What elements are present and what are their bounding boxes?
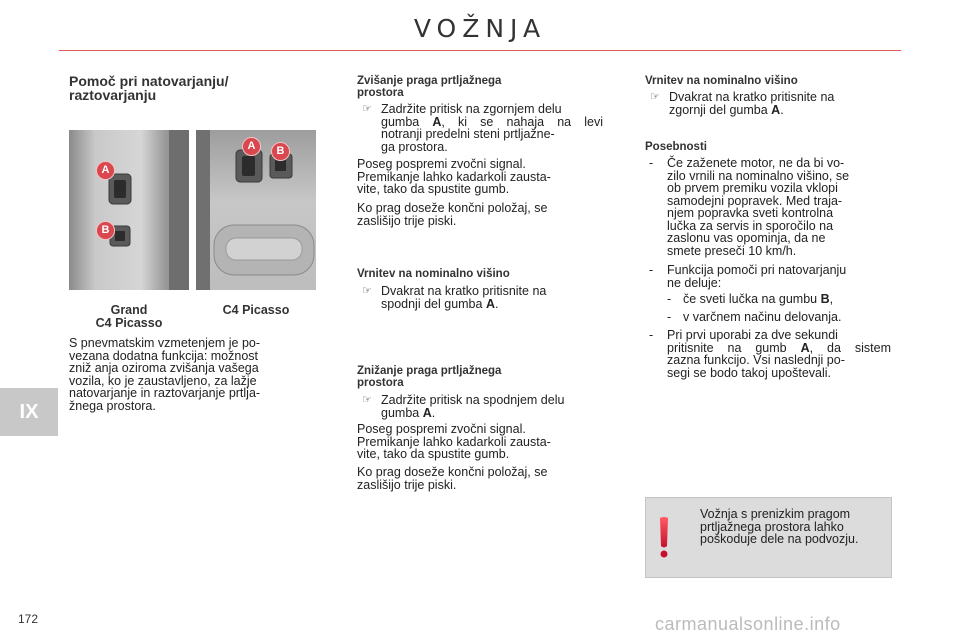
- text-line: Zadržite pritisk na spodnjem delu: [381, 393, 565, 407]
- chapter-tab: [0, 388, 58, 436]
- text-line: smete preseči 10 km/h.: [667, 243, 797, 258]
- text-span: pritisnite na gumb: [667, 340, 787, 355]
- button-b-label: B: [271, 142, 290, 161]
- text-line: Vožnja s prenizkim pragom: [700, 507, 851, 521]
- nominal-bullet-col3: [650, 90, 891, 117]
- dash-marker: -: [667, 292, 672, 306]
- text-line: žnega prostora.: [69, 398, 156, 413]
- text-line: Če zaženete motor, ne da bi vo-: [667, 156, 845, 170]
- raise-paragraph-2: [357, 202, 603, 227]
- nominal-bullet-col2: [362, 284, 603, 311]
- text-span: ,: [829, 292, 834, 306]
- text-line: vezana dodatna funkcija: možnost: [69, 348, 259, 363]
- caption-grand-c4-picasso: [69, 304, 189, 330]
- warning-exclamation-icon: [648, 516, 688, 558]
- text-line: Ko prag doseže končni položaj, se: [357, 465, 548, 479]
- text-line: njem popravka sveti kontrolna: [667, 206, 834, 220]
- text-line: notranji predelni steni prtljažne-: [381, 127, 555, 141]
- text-line: poškoduje dele na podvozju.: [700, 532, 859, 546]
- lower-bullet: [362, 393, 603, 420]
- text-line: natovarjanje in raztovarjanje prtlja-: [69, 386, 261, 400]
- button-ref: B: [820, 292, 830, 306]
- button-a-label: A: [242, 137, 261, 156]
- dash-marker: -: [667, 310, 672, 324]
- text-line: zaslišijo trije piski.: [357, 477, 457, 492]
- text-line: Pri prvi uporabi za dve sekundi: [667, 328, 838, 342]
- pointing-hand-icon: ☞: [362, 285, 372, 297]
- text-span: , ki se nahaja na levi: [441, 114, 603, 129]
- text-line: zniž anja oziroma zvišanja vašega: [69, 361, 259, 375]
- lower-paragraph-1: [357, 423, 603, 461]
- text-span: .: [431, 405, 436, 420]
- text-line: zaslonu vas opominja, da ne: [667, 231, 826, 245]
- text-line: vite, tako da spustite gumb.: [357, 182, 510, 196]
- text-line: ob prvem premiku vozila vklopi: [667, 181, 838, 195]
- text-line: segi se bodo takoj upoštevali.: [667, 365, 831, 380]
- watermark: carmanualsonline.info: [655, 614, 841, 634]
- heading-line: Zvišanje praga prtljažnega: [357, 75, 502, 87]
- lower-paragraph-2: [357, 466, 603, 491]
- caption-line: C4 Picasso: [95, 316, 163, 330]
- caption-line: Grand: [110, 303, 148, 317]
- text-span: če sveti lučka na gumbu: [683, 292, 818, 306]
- header-rule: [59, 50, 901, 51]
- special-sub-2: [667, 310, 891, 324]
- text-span: v varčnem načinu delovanja.: [683, 310, 842, 324]
- special-item-3: [649, 328, 891, 380]
- button-ref: A: [771, 102, 781, 117]
- button-b-label: B: [96, 221, 115, 240]
- special-heading: Posebnosti: [645, 141, 707, 153]
- section-heading-line: Pomoč pri natovarjanju/: [69, 73, 229, 89]
- pointing-hand-icon: ☞: [650, 91, 660, 103]
- pointing-hand-icon: ☞: [362, 103, 372, 115]
- dash-marker: -: [649, 156, 654, 170]
- special-sub-1: [667, 292, 891, 306]
- chapter-tab-label: IX: [19, 401, 39, 423]
- text-span: zgornji del gumba: [669, 102, 768, 117]
- dash-marker: -: [649, 328, 654, 342]
- door-panel-illustration: [69, 130, 189, 290]
- text-line: Poseg pospremi zvočni signal.: [357, 157, 526, 171]
- text-line: ne deluje:: [667, 275, 722, 290]
- text-line: Premikanje lahko kadarkoli zausta-: [357, 434, 551, 449]
- text-line: Dvakrat na kratko pritisnite na: [381, 284, 547, 298]
- nominal-heading-col2: Vrnitev na nominalno višino: [357, 268, 510, 280]
- section-heading: [69, 74, 309, 102]
- button-a-label: A: [96, 161, 115, 180]
- intro-paragraph: [69, 337, 316, 412]
- text-line: lučka za servis in sporočilo na: [667, 218, 834, 233]
- text-line: prtljažnega prostora lahko: [700, 519, 844, 534]
- text-span: .: [780, 102, 784, 117]
- pointing-hand-icon: ☞: [362, 394, 372, 406]
- button-ref: A: [432, 114, 442, 129]
- nominal-heading-col3: Vrnitev na nominalno višino: [645, 75, 798, 87]
- text-line: zilo vrnili na nominalno višino, se: [667, 168, 850, 183]
- page-number: 172: [18, 612, 39, 626]
- lower-heading: [357, 365, 603, 389]
- special-item-1: [649, 156, 891, 258]
- text-line: Premikanje lahko kadarkoli zausta-: [357, 169, 551, 184]
- raise-bullet: [362, 102, 603, 154]
- heading-line: Znižanje praga prtljažnega: [357, 365, 502, 377]
- text-line: zaslišijo trije piski.: [357, 213, 457, 228]
- text-line: Zadržite pritisk na zgornjem delu: [381, 102, 562, 116]
- page-title: VOŽNJA: [413, 14, 547, 43]
- raise-paragraph-1: [357, 158, 603, 196]
- text-line: zazna funkcijo. Vsi naslednji po-: [667, 353, 845, 367]
- text-line: Funkcija pomoči pri natovarjanju: [667, 263, 847, 277]
- photo-grand-c4-picasso: [69, 130, 189, 290]
- text-line: vite, tako da spustite gumb.: [357, 447, 510, 461]
- button-ref: A: [485, 296, 495, 311]
- text-span: spodnji del gumba: [381, 296, 483, 311]
- text-span: , da sistem: [809, 340, 891, 355]
- text-line: vozila, ko je zaustavljeno, za lažje: [69, 373, 257, 388]
- text-line: Ko prag doseže končni položaj, se: [357, 201, 548, 215]
- dash-marker: -: [649, 263, 654, 277]
- photo-c4-picasso: [196, 130, 316, 290]
- raise-heading: [357, 75, 603, 99]
- text-line: ga prostora.: [381, 139, 448, 154]
- warning-text: [700, 508, 887, 546]
- button-ref: A: [422, 405, 432, 420]
- special-item-2: [649, 263, 891, 290]
- text-span: .: [494, 296, 499, 311]
- text-span: gumba: [381, 114, 420, 129]
- warning-box: [645, 497, 892, 578]
- text-line: samodejni popravek. Med traja-: [667, 193, 843, 208]
- text-line: Dvakrat na kratko pritisnite na: [669, 90, 835, 104]
- heading-line: prostora: [357, 377, 404, 389]
- caption-c4-picasso: C4 Picasso: [222, 303, 290, 317]
- section-heading-line: raztovarjanju: [69, 87, 157, 103]
- text-line: S pnevmatskim vzmetenjem je po-: [69, 336, 261, 350]
- text-line: Poseg pospremi zvočni signal.: [357, 422, 526, 436]
- heading-line: prostora: [357, 87, 404, 99]
- text-span: gumba: [381, 405, 420, 420]
- button-ref: A: [800, 340, 810, 355]
